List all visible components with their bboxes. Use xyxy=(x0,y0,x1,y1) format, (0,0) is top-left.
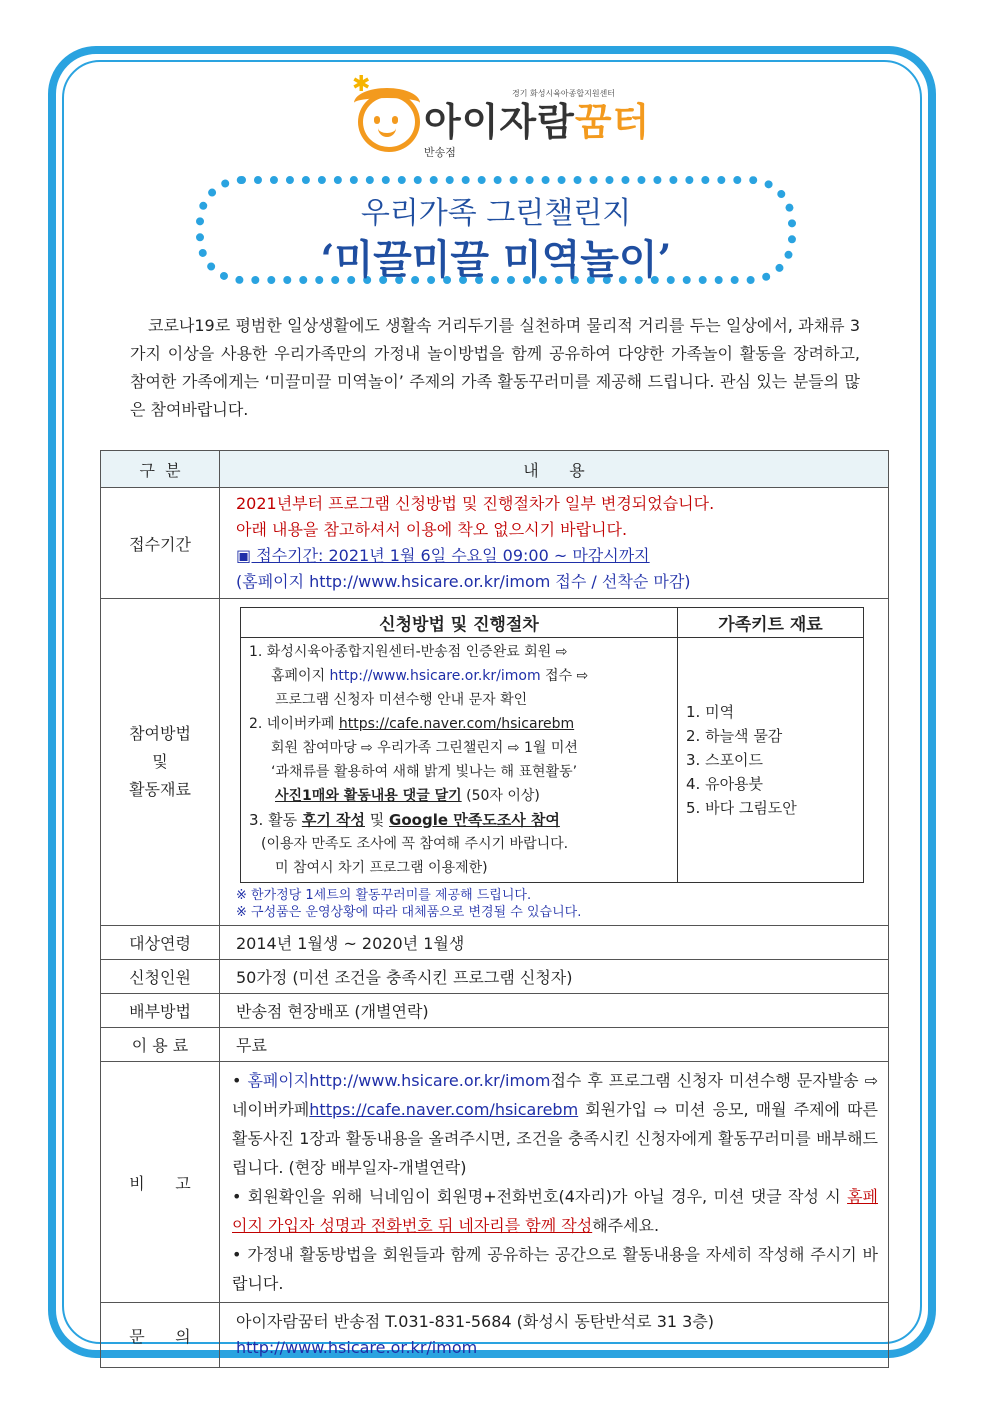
remark-2-text: 회원확인을 위해 닉네임이 회원명+전화번호(4자리)가 아닐 경우, 미션 댓글 작성 시 xyxy=(247,1187,848,1206)
note-2: ※ 구성품은 운영상황에 따라 대체품으로 변경될 수 있습니다. xyxy=(236,905,582,920)
reception-content xyxy=(220,488,889,599)
remark-2-text-2: 해주세요. xyxy=(592,1216,660,1235)
kit-item: 4. 유아용붓 xyxy=(686,775,764,793)
kit-item: 3. 스포이드 xyxy=(686,751,764,769)
step-3 xyxy=(249,808,669,832)
logo-eye xyxy=(374,116,380,124)
table-row xyxy=(101,926,889,960)
capacity-value: 50가정 (미션 조건을 충족시킨 프로그램 신청자) xyxy=(220,960,889,994)
logo-title xyxy=(424,100,650,144)
row-label-remarks: 비 고 xyxy=(101,1062,220,1303)
header-label: 구 분 xyxy=(101,451,220,488)
contact-link[interactable]: http://www.hsicare.or.kr/imom xyxy=(236,1338,478,1357)
procedure-header: 신청방법 및 진행절차 xyxy=(241,608,678,638)
remark-2: • 회원확인을 위해 닉네임이 회원명+전화번호(4자리)가 아닐 경우, 미션 댓글 작성 시 홈페이지 가입자 성명과 전화번호 뒤 네자리를 함께 작성해주세요. xyxy=(232,1187,878,1235)
table-row xyxy=(101,960,889,994)
step-3-survey: Google 만족도조사 참여 xyxy=(389,811,560,829)
remark-1-text-2: 회원가입 ⇨ 미션 응모, 매월 주제에 따른 활동사진 1장과 활동내용을 올려주시면, 조건을 충족시킨 신청자에게 활동꾸러미를 배부해드립니다. (현장 배부일자-개별연락) xyxy=(232,1100,878,1177)
step-2d xyxy=(249,784,669,808)
remark-2-highlight: 홈페이지 가입자 성명과 전화번호 뒤 네자리를 함께 작성 xyxy=(232,1187,878,1235)
step-1b xyxy=(249,664,669,688)
reception-notice-1: 2021년부터 프로그램 신청방법 및 진행절차가 일부 변경되었습니다. xyxy=(236,494,715,513)
note-1: ※ 한가정당 1세트의 활동꾸러미를 제공해 드립니다. xyxy=(236,888,532,903)
table-row xyxy=(101,488,889,599)
remark-1-text: 접수 후 프로그램 신청자 미션수행 문자발송 ⇨ 네이버카페 xyxy=(232,1071,878,1119)
row-label-age: 대상연령 xyxy=(101,926,220,960)
info-table xyxy=(100,450,889,1368)
intro-paragraph: 코로나19로 평범한 일상생활에도 생활속 거리두기를 실천하며 물리적 거리를 두는 일상에서, 과채류 3가지 이상을 사용한 우리가족만의 가정내 놀이방법을 함께 공유하여 다양한 가족놀이 활동을 장려하고, 참여한 가족에게는 ‘미끌미끌 미역놀이’ 주제의 가족 활동꾸러미를 제공해 드립니다. 관심 있는 분들의 많은 참여바랍니다. xyxy=(130,316,860,419)
participation-label-2: 및 xyxy=(152,752,168,771)
title-line1: 우리가족 그린챌린지 xyxy=(360,196,632,231)
kit-list xyxy=(678,638,864,883)
remark-homepage-link[interactable]: 홈페이지http://www.hsicare.or.kr/imom xyxy=(247,1071,551,1090)
logo-org: 경기 화성시육아종합지원센터 xyxy=(512,89,616,98)
row-label-contact: 문 의 xyxy=(101,1303,220,1368)
step-2a-prefix: 2. 네이버카페 xyxy=(249,716,339,732)
step-3-mid: 및 xyxy=(365,811,390,829)
table-row xyxy=(101,1028,889,1062)
step-3b: (이용자 만족도 조사에 꼭 참여해 주시기 바랍니다. xyxy=(261,836,569,852)
age-value: 2014년 1월생 ~ 2020년 1월생 xyxy=(220,926,889,960)
procedure-table xyxy=(240,607,864,883)
title-box xyxy=(196,176,796,284)
logo-name-1: 아이자람 xyxy=(424,100,575,144)
table-row xyxy=(101,1062,889,1303)
table-header-row xyxy=(101,451,889,488)
step-1a: 1. 화성시육아종합지원센터-반송점 인증완료 회원 ⇨ xyxy=(249,644,568,660)
kit-header: 가족키트 재료 xyxy=(678,608,864,638)
table-row xyxy=(101,599,889,926)
step-2d-rest: (50자 이상) xyxy=(461,788,540,804)
step-3-review: 후기 작성 xyxy=(301,811,366,829)
kit-item: 1. 미역 xyxy=(686,703,735,721)
logo-name-2: 꿈터 xyxy=(574,100,651,144)
contact-content xyxy=(220,1303,889,1368)
kit-item: 2. 하늘색 물감 xyxy=(686,727,783,745)
reception-notice-2: 아래 내용을 참고하셔서 이용에 착오 없으시기 바랍니다. xyxy=(236,520,628,539)
step-2b: 회원 참여마당 ⇨ 우리가족 그린챌린지 ⇨ 1월 미션 xyxy=(271,740,578,756)
logo xyxy=(352,72,651,162)
row-label-fee: 이 용 료 xyxy=(101,1028,220,1062)
kit-item: 5. 바다 그림도안 xyxy=(686,799,797,817)
star-icon: ✱ xyxy=(352,72,371,97)
remark-1: • 홈페이지http://www.hsicare.or.kr/imom접수 후 프로그램 신청자 미션수행 문자발송 ⇨ 네이버카페https://cafe.naver.com/hsicarebm 회원가입 ⇨ 미션 응모, 매월 주제에 따른 활동사진 1장과 활동내용을 올려주시면, 조건을 충족시킨 신청자에게 활동꾸러미를 배부해드립니다. (현장 배부일자-개별연락) xyxy=(232,1071,878,1177)
remark-3: • 가정내 활동방법을 회원들과 함께 공유하는 공간으로 활동내용을 자세히 작성해 주시기 바랍니다. xyxy=(232,1245,879,1293)
distribution-value: 반송점 현장배포 (개별연락) xyxy=(220,994,889,1028)
table-row xyxy=(101,994,889,1028)
logo-branch: 반송점 xyxy=(424,146,456,159)
remark-cafe-link[interactable]: https://cafe.naver.com/hsicarebm xyxy=(309,1100,579,1119)
remarks-content xyxy=(220,1062,889,1303)
participation-label-1: 참여방법 xyxy=(129,724,191,743)
step-2a xyxy=(249,712,669,736)
header-content: 내 용 xyxy=(220,451,889,488)
step-1c: 프로그램 신청자 미션수행 안내 문자 확인 xyxy=(275,692,528,708)
title-line2: ‘미끌미끌 미역놀이’ xyxy=(320,236,672,283)
step-2d-bold: 사진1매와 활동내용 댓글 달기 xyxy=(275,788,462,804)
logo-hair xyxy=(354,88,420,118)
logo-eye xyxy=(392,116,398,124)
reception-homepage: (홈페이지 http://www.hsicare.or.kr/imom 접수 / 선착순 마감) xyxy=(236,572,691,591)
cafe-link[interactable]: https://cafe.naver.com/hsicarebm xyxy=(338,716,575,732)
step-3c: 미 참여시 차기 프로그램 이용제한) xyxy=(275,860,488,876)
row-label-distribution: 배부방법 xyxy=(101,994,220,1028)
step-2c: ‘과채류를 활용하여 새해 밝게 빛나는 해 표현활동’ xyxy=(271,764,578,780)
reception-period: ▣ 접수기간: 2021년 1월 6일 수요일 09:00 ~ 마감시까지 xyxy=(236,546,650,565)
table-row xyxy=(101,1303,889,1368)
procedure-steps xyxy=(241,638,678,883)
contact-info: 아이자람꿈터 반송점 T.031-831-5684 (화성시 동탄반석로 31 3층) xyxy=(236,1312,715,1331)
step-1b-prefix: 홈페이지 xyxy=(271,668,330,684)
row-label-reception: 접수기간 xyxy=(101,488,220,599)
fee-value: 무료 xyxy=(220,1028,889,1062)
participation-content xyxy=(220,599,889,926)
remark-3-text: 가정내 활동방법을 회원들과 함께 공유하는 공간으로 활동내용을 자세히 작성해 주시기 바랍니다. xyxy=(232,1245,879,1293)
row-label-capacity: 신청인원 xyxy=(101,960,220,994)
homepage-link[interactable]: http://www.hsicare.or.kr/imom xyxy=(329,668,541,684)
row-label-participation xyxy=(101,599,220,926)
step-3-prefix: 3. 활동 xyxy=(249,811,302,829)
step-1b-suffix: 접수 ⇨ xyxy=(540,668,589,684)
participation-label-3: 활동재료 xyxy=(129,780,191,799)
